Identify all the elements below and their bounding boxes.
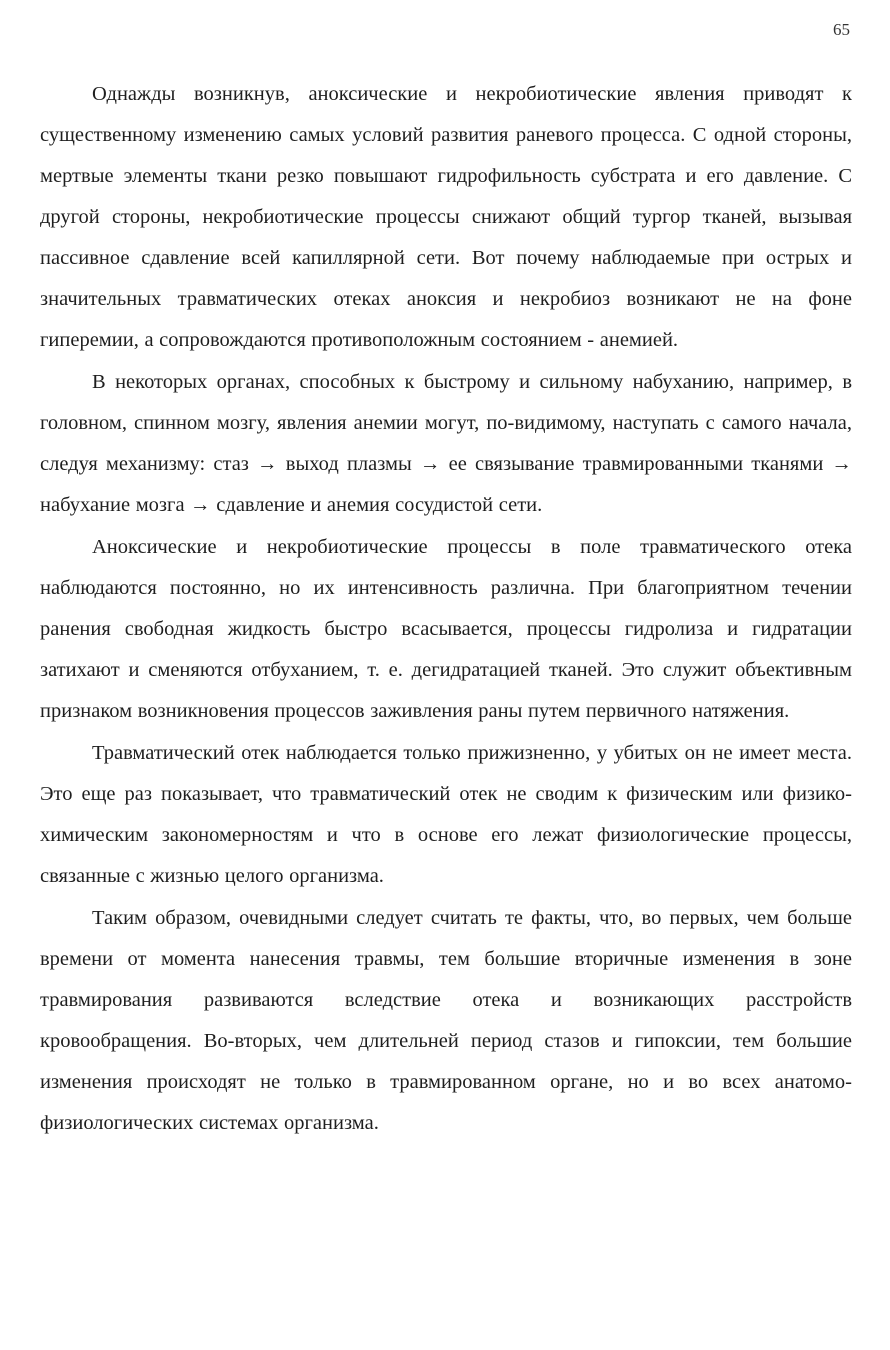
paragraph-edema-intensity: Аноксические и некробиотические процессы в поле травматического отека наблюдаются постоянно, но их интенсивность различна. При благоприятном течении ранения свободная жидкость быстро всасывается, процессы гидролиза и гидратации затихают и сменяются отбуханием, т. е. дегидратацией тканей. Это служит объективным признаком возникновения процессов заживления раны путем первичного натяжения. xyxy=(40,536,852,722)
paragraph-conclusion: Таким образом, очевидными следует считать те факты, что, во первых, чем больше времени от момента нанесения травмы, тем большие вторичные изменения в зоне травмирования развиваются вследствие отека и возникающих расстройств кровообращения. Во-вторых, чем длительней период стазов и гипоксии, тем большие изменения происходят не только в травмированном органе, но и во всех анатомо-физиологических системах организма. xyxy=(40,907,852,1134)
page-number: 65 xyxy=(833,20,850,39)
paragraph-anoxia-necrobiosis: Однажды возникнув, аноксические и некробиотические явления приводят к существенному изменению самых условий развития раневого процесса. С одной стороны, мертвые элементы ткани резко повышают гидрофильность субстрата и его давление. С другой стороны, некробиотические процессы снижают общий тургор тканей, вызывая пассивное сдавление всей капиллярной сети. Вот почему наблюдаемые при острых и значительных травматических отеках аноксия и некробиоз возникают не на фоне гиперемии, а сопровождаются противоположным состоянием - анемией. xyxy=(40,83,852,351)
paragraph-brain-swelling-mechanism: В некоторых органах, способных к быстрому и сильному набуханию, например, в головном, спинном мозгу, явления анемии могут, по-видимому, наступать с самого начала, следуя механизму: стаз → выход плазмы → ее связывание травмированными тканями → набухание мозга → сдавление и анемия сосудистой сети. xyxy=(40,371,852,516)
paragraph-intravital-edema: Травматический отек наблюдается только прижизненно, у убитых он не имеет места. Это еще раз показывает, что травматический отек не сводим к физическим или физико-химическим закономерностям и что в основе его лежат физиологические процессы, связанные с жизнью целого организма. xyxy=(40,742,852,887)
page-content xyxy=(40,74,852,1145)
